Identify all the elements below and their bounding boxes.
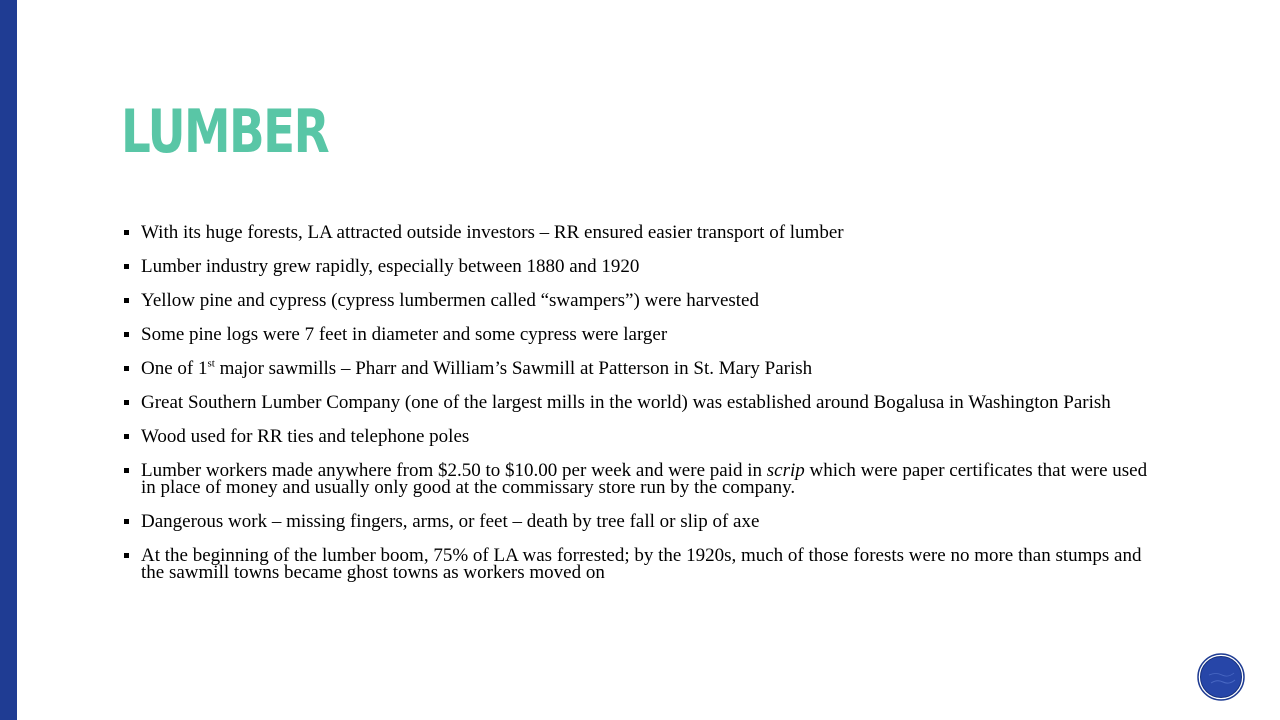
square-bullet-icon [124, 519, 129, 524]
square-bullet-icon [124, 298, 129, 303]
bullet-item [121, 462, 1161, 496]
square-bullet-icon [124, 366, 129, 371]
square-bullet-icon [124, 230, 129, 235]
bullet-item [121, 394, 1161, 411]
ordinal-superscript: st [207, 357, 215, 370]
bullet-item [121, 258, 1161, 275]
square-bullet-icon [124, 553, 129, 558]
circular-seal-icon [1197, 653, 1245, 701]
bullet-item [121, 513, 1161, 530]
bullet-item [121, 292, 1161, 309]
bullet-item [121, 357, 1161, 379]
square-bullet-icon [124, 400, 129, 405]
bullet-item [121, 224, 1161, 241]
bullet-text-part: One of 1 [141, 358, 208, 379]
bullet-text: Some pine logs were 7 feet in diameter and some cypress were larger [141, 324, 668, 345]
left-accent-bar [0, 0, 17, 720]
italic-term: scrip [766, 460, 805, 481]
bullet-list [121, 224, 1161, 598]
bullet-item [121, 547, 1161, 581]
bullet-text: Wood used for RR ties and telephone poles [141, 426, 470, 447]
bullet-text: Yellow pine and cypress (cypress lumbermen called “swampers”) were harvested [141, 290, 759, 311]
bullet-text-part: Lumber workers made anywhere from $2.50 to $10.00 per week and were paid in [141, 460, 767, 481]
bullet-text: Lumber industry grew rapidly, especially between 1880 and 1920 [141, 256, 640, 277]
bullet-text: With its huge forests, LA attracted outside investors – RR ensured easier transport of lumber [141, 222, 844, 243]
bullet-text-part: which were paper certificates that were used in place of money and usually only good at the commissary store run by the company. [141, 460, 1148, 498]
slide-title: LUMBER [121, 97, 329, 167]
bullet-text [141, 358, 812, 379]
bullet-text [141, 460, 1147, 498]
square-bullet-icon [124, 332, 129, 337]
bullet-text-part: major sawmills – Pharr and William’s Sawmill at Patterson in St. Mary Parish [214, 358, 813, 379]
square-bullet-icon [124, 264, 129, 269]
square-bullet-icon [124, 434, 129, 439]
square-bullet-icon [124, 468, 129, 473]
bullet-text: Dangerous work – missing fingers, arms, or feet – death by tree fall or slip of axe [141, 511, 760, 532]
bullet-text: Great Southern Lumber Company (one of the largest mills in the world) was established around Bogalusa in Washington Parish [141, 392, 1111, 413]
bullet-text: At the beginning of the lumber boom, 75% of LA was forrested; by the 1920s, much of those forests were no more than stumps and the sawmill towns became ghost towns as workers moved on [141, 545, 1142, 583]
bullet-item [121, 428, 1161, 445]
bullet-item [121, 326, 1161, 343]
